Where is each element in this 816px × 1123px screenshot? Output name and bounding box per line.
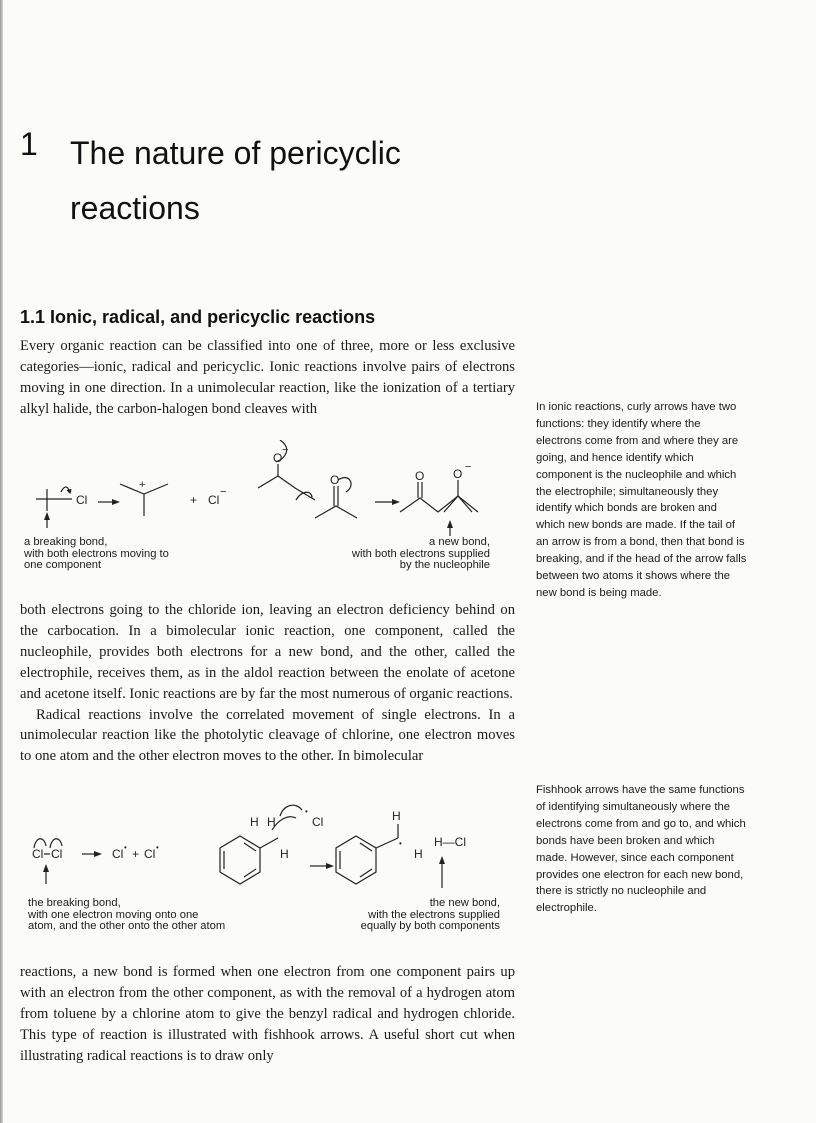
scheme1-enolate-oxygen: O [273, 451, 283, 465]
paragraph-ionic-radical [20, 600, 515, 767]
scheme1-caption-left [24, 537, 169, 572]
paragraph-text: reactions, a new bond is formed when one electron from one component pairs up with an electron from the other component, as with the removal of a hydrogen atom from toluene by a chlorine atom to give the benzyl radical and hydrogen chloride. This type of reaction is illustrated with fishhook arrows. A useful short cut when illustrating radical reactions is to draw only [20, 964, 515, 1064]
caption-line: a breaking bond, [24, 536, 108, 548]
aldol-product-bonds [400, 496, 478, 512]
page-edge [0, 0, 3, 1123]
caption-line: a new bond, [429, 536, 490, 548]
caption-line: with both electrons supplied [351, 547, 490, 560]
section-heading [20, 307, 375, 328]
scheme2-h-benzyl: H [392, 809, 401, 823]
scheme2-h-3: H [280, 847, 289, 861]
scheme1-chloride: Cl [208, 493, 220, 507]
scheme1-enolate-minus: − [282, 444, 289, 456]
caption-line: the new bond, [429, 897, 500, 909]
radical-dot: • [305, 807, 308, 816]
paragraph-ionic-intro [20, 336, 515, 420]
radical-dot: • [124, 843, 127, 852]
margin-note-ionic: In ionic reactions, curly arrows have two functions: they identify where the electrons come from and where they are going, and hence identify which component is the nucleophile and which the electrophile; simultaneously they identify which bonds are broken and which new bonds are made. If the tail of an arrow is from a bond, then that bond is breaking, and if the head of the arrow falls between two atoms it shows where the new bond is being made. [536, 401, 747, 599]
scheme1-plus: + [190, 493, 198, 507]
caption-line: one component [24, 559, 102, 571]
paragraph-radical-bimolecular [20, 962, 515, 1067]
curly-arrow-icon [338, 478, 351, 492]
caption-line: atom, and the other onto the other atom [28, 920, 226, 932]
scheme2-caption-left [28, 898, 225, 933]
caption-line: with both electrons moving to [24, 547, 169, 560]
paragraph-text: both electrons going to the chloride ion, leaving an electron deficiency behind on the carbocation. In a bimolecular ionic reaction, one component, called the nucleophile, provides both electrons for a new bond, and the other, called the electrophile, receives them, as in the aldol reaction between the enolate of acetone and acetone itself. Ionic reactions are by far the most numerous of organic reactions. [20, 602, 515, 702]
scheme2-cl-attack: Cl [312, 815, 324, 829]
scheme2-caption-right [310, 898, 500, 933]
scheme2-cl-left: Cl [32, 847, 44, 861]
section-title: Ionic, radical, and pericyclic reactions [50, 307, 376, 327]
scheme1-acetone-oxygen: O [330, 473, 340, 487]
scheme2-h-1: H [250, 815, 259, 829]
acetone-bonds [315, 506, 357, 518]
scheme2-cl-radical-1: Cl [112, 847, 124, 861]
margin-note-radical: Fishhook arrows have the same functions of identifying simultaneously where the electrons come from and go to, and which bonds have been broken and which made. However, since each component provides one electron for each new bond, there is strictly no nucleophile and electrophile. [536, 784, 746, 915]
scheme2-hcl: H—Cl [434, 835, 466, 849]
scheme2-cl-right: Cl [51, 847, 63, 861]
caption-line: with the electrons supplied [368, 908, 500, 921]
caption-line: by the nucleophile [399, 559, 490, 571]
chapter-title: The nature of pericyclic reactions [70, 135, 401, 226]
radical-dot: • [399, 839, 402, 848]
paragraph-text: Radical reactions involve the correlated movement of single electrons. In a unimolecular reaction like the photolytic cleavage of chlorine, one electron moves to one atom and the other electron moves to the other. In bimolecular [20, 706, 515, 765]
enolate-bonds [258, 476, 315, 500]
scheme2-h-2: H [267, 815, 276, 829]
radical-dot: • [156, 843, 159, 852]
scheme1-product-oxygen: O [415, 469, 425, 483]
tert-butyl-bonds [36, 489, 72, 511]
scheme1-caption-right [300, 537, 490, 572]
scheme1-alkoxide-oxygen: O [453, 467, 463, 481]
section-number: 1.1 [20, 307, 46, 327]
caption-line: equally by both components [360, 920, 500, 932]
scheme1-cation-plus: + [139, 479, 146, 491]
scheme1-alkoxide-minus: − [465, 461, 472, 473]
caption-line: the breaking bond, [28, 897, 121, 909]
caption-line: with one electron moving onto one [28, 908, 199, 921]
fishhook-arrow-icon [280, 805, 302, 816]
scheme1-chloride-minus: − [220, 486, 227, 498]
scheme1-cl-label: Cl [76, 493, 88, 507]
scheme2-plus: + [132, 847, 140, 861]
scheme2-cl-radical-2: Cl [144, 847, 156, 861]
benzene-ring-icon [336, 836, 376, 884]
chapter-number: 1 [20, 126, 38, 162]
benzene-ring-icon [220, 836, 260, 884]
paragraph-text: Every organic reaction can be classified into one of three, more or less exclusive categories—ionic, radical and pericyclic. Ionic reactions involve pairs of electrons moving in one direction. In a unimolecular reaction, like the ionization of a tertiary alkyl halide, the carbon-halogen bond cleaves with [20, 338, 515, 417]
scheme2-h-benzyl-2: H [414, 847, 423, 861]
